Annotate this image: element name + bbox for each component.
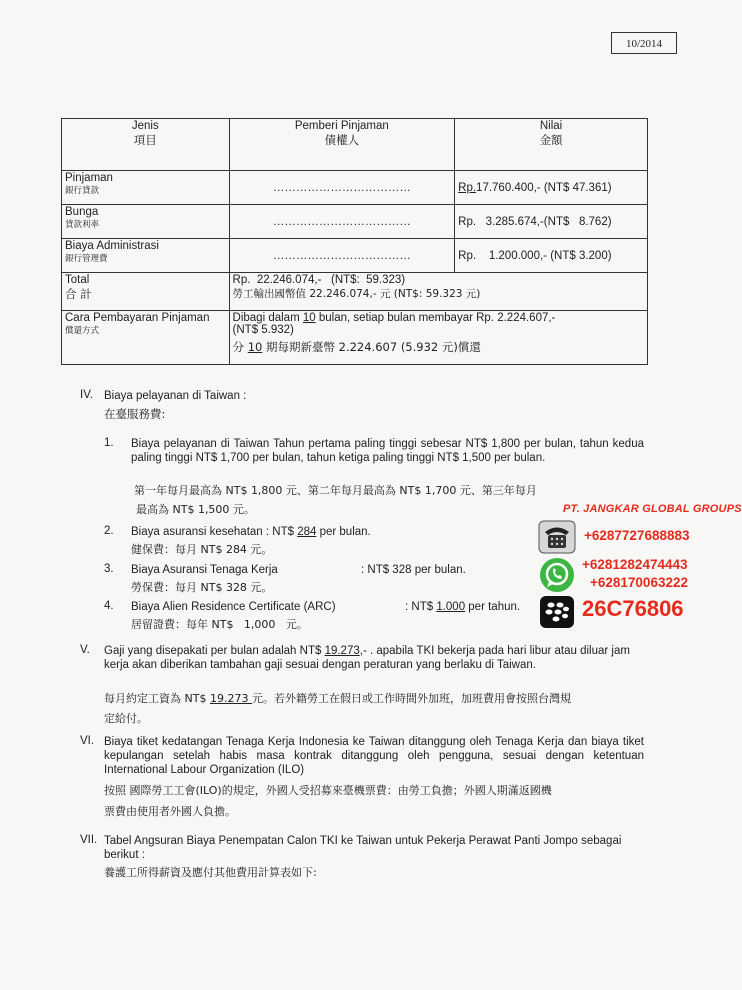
- section-number: IV.: [80, 389, 94, 401]
- section-text: Biaya tiket kedatangan Tenaga Kerja Indonesia ke Taiwan ditanggung oleh Tenaga Kerja dan biaya tiket kepulangan setelah habis masa kontrak ditanggung oleh pengguna, sesuai dengan ketentuan International Labour Organization (ILO): [104, 736, 644, 776]
- item-value: : NT$ 1.000 per tahun.: [405, 601, 521, 613]
- section-title: Biaya pelayanan di Taiwan :: [104, 390, 247, 402]
- amount-cell: Rp. 1.200.000,- (NT$ 3.200): [455, 239, 648, 273]
- section-text-zh: 按照 國際勞工工會(ILO)的規定，外國人受招募來臺機票費：由勞工負擔；外國人期滿返國機: [104, 784, 552, 797]
- item-text: Biaya Asuransi Tenaga Kerja: [131, 564, 278, 576]
- section-text-zh: 每月約定工資為 NT$ 19.273 元。若外籍勞工在假日或工作時間外加班，加班費用會按照台灣規: [104, 692, 571, 705]
- table-row: [62, 205, 648, 239]
- row-label: Biaya Administrasi 銀行管理費: [62, 239, 230, 273]
- section-number: VI.: [80, 735, 95, 747]
- item-text-zh: 健保費：每月 NT$ 284 元。: [131, 543, 273, 556]
- ad-company-title: PT. JANGKAR GLOBAL GROUPS: [563, 503, 742, 515]
- section-title-zh: 在臺服務費:: [104, 407, 166, 421]
- amount-cell: Rp.17.760.400,- (NT$ 47.361): [455, 171, 648, 205]
- table-row: [62, 239, 648, 273]
- section-number: V.: [80, 644, 90, 656]
- item-text: Biaya Alien Residence Certificate (ARC): [131, 601, 336, 613]
- total-value-cell: Rp. 22.246.074,- (NT$: 59.323) 勞工輸出國幣值 22.246.074,- 元 (NT$: 59.323 元): [229, 273, 647, 311]
- item-number: 2.: [104, 525, 114, 537]
- amount-cell: Rp. 3.285.674,-(NT$ 8.762): [455, 205, 648, 239]
- payment-value-cell: Dibagi dalam 10 bulan, setiap bulan membayar Rp. 2.224.607,- (NT$ 5.932) 分 10 期每期新臺幣 2.224.607 (5.932 元)償還: [229, 311, 647, 365]
- item-text: Biaya asuransi kesehatan : NT$ 284 per bulan.: [131, 526, 371, 538]
- item-text-zh: 居留證費：每年 NT$ 1,000 元。: [131, 618, 308, 631]
- item-text-zh: 勞保費：每月 NT$ 328 元。: [131, 581, 273, 594]
- item-number: 4.: [104, 600, 114, 612]
- section-text-zh: 定給付。: [104, 712, 148, 725]
- whatsapp-icon: [539, 557, 575, 593]
- ad-bbm-pin: 26C76806: [582, 596, 684, 621]
- section-text-zh: 養護工所得薪資及應付其他費用計算表如下:: [104, 866, 317, 879]
- item-text-zh: 第一年每月最高為 NT$ 1,800 元、第二年每月最高為 NT$ 1,700 元、第三年每月: [134, 484, 537, 497]
- creditor-cell: ………………………………: [229, 205, 455, 239]
- creditor-cell: ………………………………: [229, 239, 455, 273]
- creditor-cell: ………………………………: [229, 171, 455, 205]
- table-row-payment: [62, 311, 648, 365]
- item-value: : NT$ 328 per bulan.: [361, 564, 466, 576]
- table-header-row: [62, 119, 648, 171]
- section-text: Tabel Angsuran Biaya Penempatan Calon TKI ke Taiwan untuk Pekerja Perawat Panti Jompo sebagai berikut :: [104, 835, 622, 861]
- row-label: Pinjaman 銀行貸款: [62, 171, 230, 205]
- item-text: Biaya pelayanan di Taiwan Tahun pertama paling tinggi sebesar NT$ 1,800 per bulan, tahun kedua paling tinggi NT$ 1,700 per bulan, tahun ketiga paling tinggi NT$ 1,500 per bulan.: [131, 438, 644, 464]
- table-row: [62, 171, 648, 205]
- row-label: Cara Pembayaran Pinjaman 償還方式: [62, 311, 230, 365]
- header-nilai: Nilai 金額: [455, 119, 648, 171]
- ad-phone-number: +628170063222: [590, 575, 688, 590]
- section-text: Gaji yang disepakati per bulan adalah NT$ 19.273,- . apabila TKI bekerja pada hari libur atau diluar jam kerja akan diberikan tambahan gaji sesuai dengan peraturan yang berlaku di Taiwan.: [104, 645, 630, 671]
- blackberry-icon: [539, 595, 575, 629]
- ad-phone-number: +6287727688883: [584, 528, 690, 543]
- item-number: 1.: [104, 437, 114, 449]
- item-number: 3.: [104, 563, 114, 575]
- item-text-zh: 最高為 NT$ 1,500 元。: [136, 503, 255, 516]
- table-row-total: [62, 273, 648, 311]
- ad-phone-number: +6281282474443: [582, 557, 688, 572]
- section-text-zh: 票費由使用者外國人負擔。: [104, 805, 236, 818]
- header-jenis: Jenis 項目: [62, 119, 230, 171]
- loan-table: [61, 118, 648, 365]
- section-number: VII.: [80, 834, 98, 846]
- row-label: Total 合 計: [62, 273, 230, 311]
- header-pemberi: Pemberi Pinjaman 債權人: [229, 119, 455, 171]
- telephone-icon: [538, 520, 576, 554]
- page-code: 10/2014: [611, 32, 677, 54]
- row-label: Bunga 貸款利率: [62, 205, 230, 239]
